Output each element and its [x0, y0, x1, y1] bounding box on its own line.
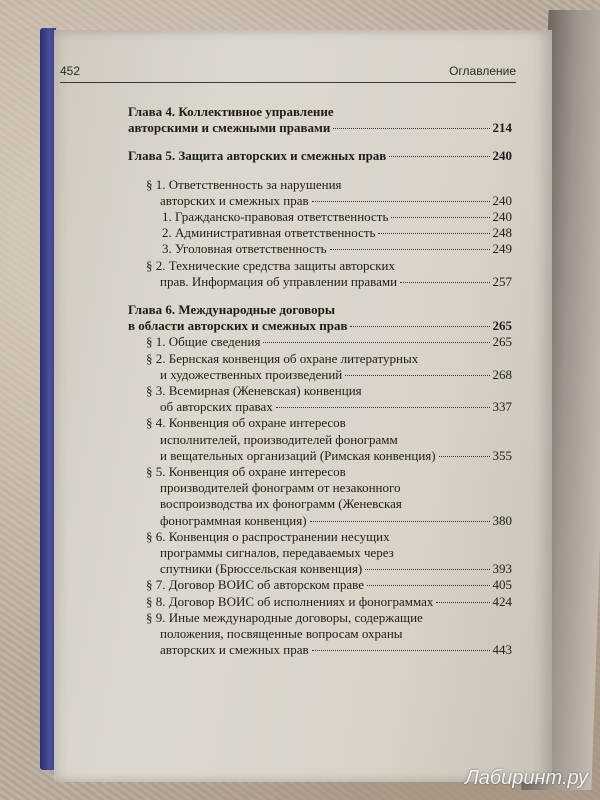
toc-page-number: 240: [492, 192, 512, 208]
dot-leader: [389, 156, 489, 157]
dot-leader: [333, 128, 489, 129]
toc-entry-text: 3. Уголовная ответственность: [162, 241, 327, 257]
toc-chapter-entry: [128, 302, 512, 334]
toc-entry-text: положения, посвященные вопросам охраны: [160, 626, 403, 642]
toc-entry-text: и вещательных организаций (Римская конвенция): [160, 447, 436, 463]
toc-page-number: 380: [492, 512, 512, 528]
dot-leader: [312, 201, 490, 202]
toc-entry-text: 1. Гражданско-правовая ответственность: [162, 209, 389, 225]
toc-page-number: 393: [492, 561, 512, 577]
toc-page-number: 268: [492, 366, 512, 382]
toc-entry-text: § 5. Конвенция об охране интересов: [146, 464, 346, 480]
toc-entry-text: фонограммная конвенция): [160, 512, 307, 528]
dot-leader: [312, 650, 490, 651]
toc-entry-text: Глава 5. Защита авторских и смежных прав: [128, 148, 387, 164]
toc-spacer: [128, 165, 512, 177]
running-title: Оглавление: [449, 64, 516, 78]
toc-spacer: [128, 290, 512, 302]
toc-section-entry: [146, 258, 512, 290]
toc-entry-text: Глава 4. Коллективное управление: [128, 104, 334, 119]
toc-page-number: 257: [492, 273, 512, 289]
dot-leader: [276, 407, 490, 408]
toc-section-entry: [146, 177, 512, 209]
toc-section-entry: [146, 334, 512, 350]
toc-entry-text: и художественных произведений: [160, 366, 343, 382]
toc-section-entry: [146, 383, 512, 415]
dot-leader: [367, 585, 490, 586]
page-number: 452: [60, 64, 81, 78]
toc-entry-text: § 4. Конвенция об охране интересов: [146, 415, 346, 431]
toc-section-entry: [146, 610, 512, 659]
watermark-logo: Лабиринт.ру: [465, 767, 588, 789]
dot-leader: [263, 342, 489, 343]
dot-leader: [439, 456, 490, 457]
toc-page-number: 337: [492, 399, 512, 415]
toc-page-number: 265: [492, 334, 512, 350]
toc-entry-text: § 7. Договор ВОИС об авторском праве: [146, 577, 364, 593]
toc-page-number: 424: [492, 593, 512, 609]
toc-spacer: [128, 136, 512, 148]
dot-leader: [365, 569, 489, 570]
toc-entry-text: спутники (Брюссельская конвенция): [160, 561, 363, 577]
toc-entry-text: программы сигналов, передаваемых через: [160, 545, 394, 561]
toc-page-number: 240: [492, 209, 512, 225]
toc-entry-text: § 8. Договор ВОИС об исполнениях и фонограммах: [146, 593, 434, 609]
toc-section-entry: [146, 577, 512, 593]
toc-entry-text: Глава 6. Международные договоры: [128, 302, 335, 318]
toc-section-entry: [146, 351, 512, 383]
page-header: [60, 62, 516, 83]
toc-page-number: 214: [492, 120, 512, 136]
toc-page-number: 248: [492, 225, 512, 241]
toc-chapter-entry: [128, 148, 512, 164]
toc-entry-text: прав. Информация об управлении правами: [160, 273, 398, 289]
toc-entry-text: § 6. Конвенция о распространении несущих: [146, 528, 390, 544]
toc-page-number: 249: [492, 241, 512, 257]
toc-page-number: 405: [492, 577, 512, 593]
toc-page-number: 265: [492, 318, 512, 334]
toc-section-entry: [146, 594, 512, 610]
toc-entry-text: об авторских правах: [160, 399, 273, 415]
dot-leader: [345, 375, 489, 376]
toc-entry-text: воспроизводства их фонограмм (Женевская: [160, 496, 402, 512]
toc-subsection-entry: [162, 241, 512, 257]
toc-subsection-entry: [162, 225, 512, 241]
toc-entry-text: авторских и смежных прав: [160, 642, 309, 658]
toc-page-number: 355: [492, 447, 512, 463]
dot-leader: [436, 602, 489, 603]
toc-entry-text: производителей фонограмм от незаконного: [160, 480, 401, 496]
dot-leader: [330, 249, 490, 250]
dot-leader: [350, 326, 489, 327]
toc-entry-text: авторских и смежных прав: [160, 192, 309, 208]
toc-entry-text: § 2. Технические средства защиты авторских: [146, 257, 395, 273]
toc-entry-text: 2. Административная ответственность: [162, 225, 376, 241]
dot-leader: [310, 521, 490, 522]
toc-entry-text: исполнителей, производителей фонограмм: [160, 431, 398, 447]
toc-chapter-entry: [128, 104, 512, 136]
dot-leader: [400, 282, 489, 283]
toc-page-number: 443: [492, 642, 512, 658]
toc-section-entry: [146, 464, 512, 529]
toc-page-number: 240: [492, 148, 512, 164]
dot-leader: [378, 233, 489, 234]
toc-entry-text: § 1. Общие сведения: [146, 334, 261, 350]
toc-entry-text: § 2. Бернская конвенция об охране литературных: [146, 350, 419, 366]
toc-entry-text: § 3. Всемирная (Женевская) конвенция: [146, 383, 362, 399]
toc-entry-text: в области авторских и смежных прав: [128, 318, 348, 334]
toc-entry-text: § 1. Ответственность за нарушения: [146, 176, 342, 192]
toc-subsection-entry: [162, 209, 512, 225]
toc-section-entry: [146, 529, 512, 578]
dot-leader: [391, 217, 489, 218]
toc-entry-text: авторскими и смежными правами: [128, 120, 331, 136]
table-of-contents: [128, 104, 512, 659]
toc-entry-text: § 9. Иные международные договоры, содержащие: [146, 609, 423, 625]
toc-section-entry: [146, 415, 512, 464]
